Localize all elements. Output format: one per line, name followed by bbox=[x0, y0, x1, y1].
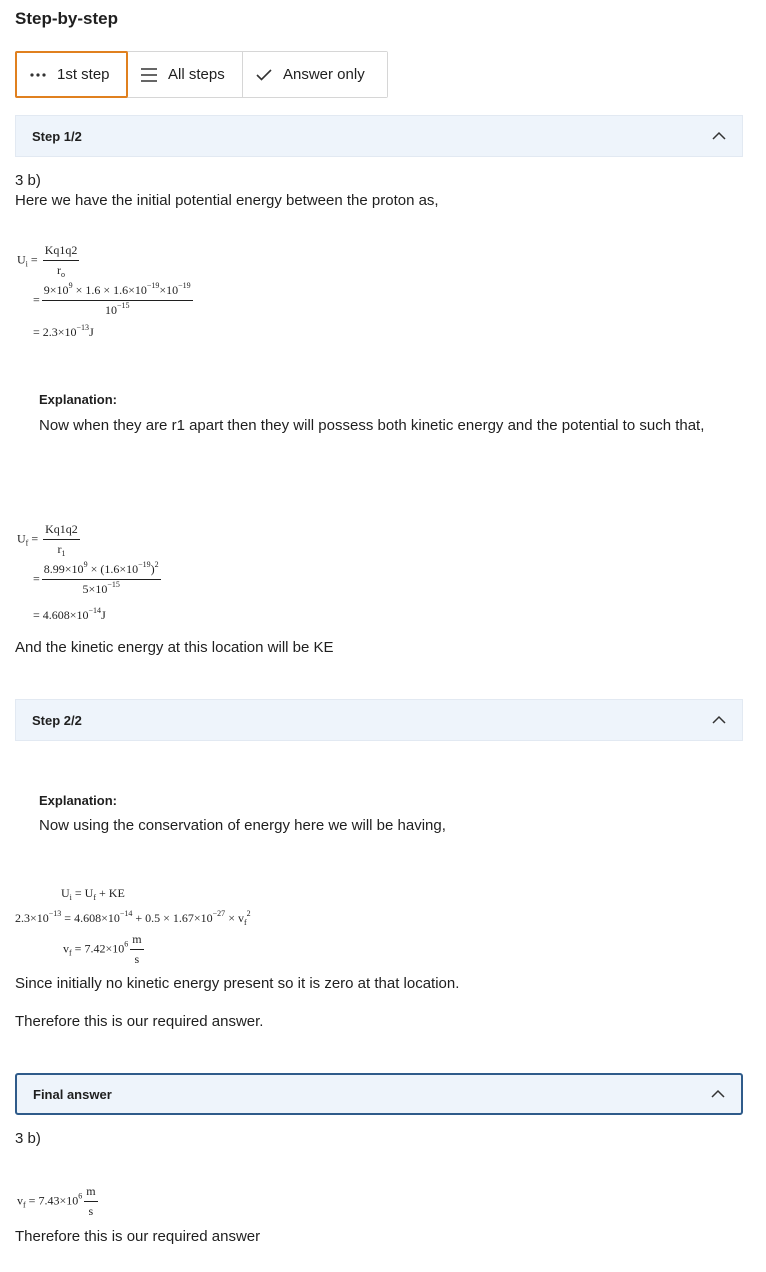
step-1-explanation-label: Explanation: bbox=[39, 392, 118, 407]
chevron-up-icon[interactable] bbox=[711, 1085, 725, 1103]
step-1-outro-text: And the kinetic energy at this location will be KE bbox=[15, 639, 334, 656]
step-2-explanation-text: Now using the conservation of energy here we will be having, bbox=[39, 817, 446, 834]
equation-final-potential: $U_f$ = $\frac{Kq1q2}{r_1}$ = $\frac{8.99\times 10^9 \times (1.6\times 10^{-19})^2}{5\times 10^{-15}}$ = $4.608\times 10^{-14}J$ bbox=[17, 522, 159, 622]
equation-final-answer: $v_f = 7.43\times 10^6$ $\frac{m}{s}$ bbox=[17, 1184, 96, 1218]
final-answer-header[interactable] bbox=[15, 1073, 743, 1115]
step-2-header[interactable] bbox=[15, 699, 743, 741]
step-1-title: Step 1/2 bbox=[32, 128, 82, 144]
dots-icon bbox=[29, 73, 47, 77]
tab-answer-only-label: Answer only bbox=[283, 66, 365, 83]
step-2-title: Step 2/2 bbox=[32, 712, 82, 728]
view-mode-tabs bbox=[15, 51, 388, 98]
step-1-header[interactable] bbox=[15, 115, 743, 157]
step-1-intro-label: 3 b) bbox=[15, 172, 41, 189]
step-2-explanation-label: Explanation: bbox=[39, 793, 118, 808]
step-1-explanation-text: Now when they are r1 apart then they will possess both kinetic energy and the potential to such that, bbox=[39, 417, 705, 434]
step-2-text-2: Therefore this is our required answer. bbox=[15, 1013, 264, 1030]
chevron-up-icon[interactable] bbox=[712, 127, 726, 145]
tab-first-step-label: 1st step bbox=[57, 66, 110, 83]
page-title: Step-by-step bbox=[15, 9, 118, 28]
tab-all-steps-label: All steps bbox=[168, 66, 225, 83]
chevron-up-icon[interactable] bbox=[712, 711, 726, 729]
step-1-intro-text: Here we have the initial potential energy between the proton as, bbox=[15, 192, 439, 209]
final-answer-text: Therefore this is our required answer bbox=[15, 1228, 261, 1245]
tab-first-step[interactable] bbox=[15, 51, 128, 98]
tab-answer-only[interactable] bbox=[243, 52, 387, 97]
tab-all-steps[interactable] bbox=[128, 52, 243, 97]
final-answer-label: 3 b) bbox=[15, 1130, 41, 1147]
final-answer-title: Final answer bbox=[33, 1086, 112, 1102]
list-icon bbox=[140, 67, 158, 83]
step-2-text-1: Since initially no kinetic energy present so it is zero at that location. bbox=[15, 975, 460, 992]
equation-energy-conservation: $U_i = U_f$ + KE $2.3\times 10^{-13} = 4.608\times 10^{-14} + 0.5 \times 1.67\times 10^{-27} \times v_f^2$ $v_f = 7.42\times 10^6$ $\frac{m}{s}$ bbox=[15, 886, 251, 966]
equation-initial-potential: $U_i$ = $\frac{Kq1q2}{r_o}$ = $\frac{9\times 10^9 \times 1.6 \times 1.6\times 10^{-19}\times 10^{-19}}{10^{-15}}$ = $2.3\times 10^{-13}J$ bbox=[17, 243, 191, 339]
check-icon bbox=[255, 69, 273, 81]
